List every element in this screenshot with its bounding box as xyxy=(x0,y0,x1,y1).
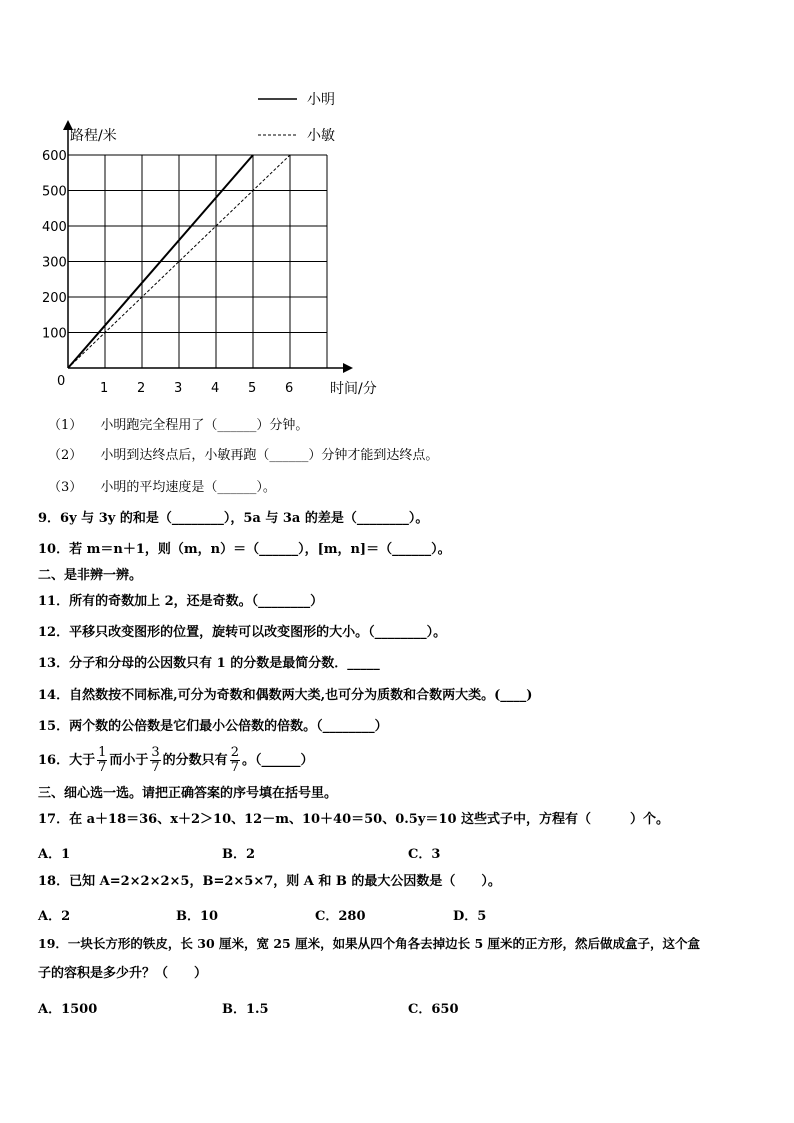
question-16 xyxy=(38,746,313,776)
q16-part-b: 而小于 xyxy=(109,753,149,768)
x-tick-label: 3 xyxy=(174,381,183,396)
q16-part-d: 。（______） xyxy=(241,753,314,768)
numerator: 1 xyxy=(98,745,107,760)
q18-option-b: B．10 xyxy=(176,909,219,924)
question-text: 小明跑完全程用了（______）分钟。 xyxy=(100,418,309,433)
question-10: 10．若 m＝n＋1，则（m，n）＝（______），[m，n]＝（______）。 xyxy=(38,542,451,557)
x-axis-arrow xyxy=(343,363,353,373)
distance-time-chart xyxy=(0,0,794,400)
question-11: 11．所有的奇数加上 2，还是奇数。（________） xyxy=(38,594,324,609)
question-text: 小明到达终点后，小敏再跑（______）分钟才能到达终点。 xyxy=(100,448,439,463)
y-tick-label: 200 xyxy=(42,291,67,306)
section-2-heading: 二、是非辨一辨。 xyxy=(38,568,143,583)
y-tick-label: 100 xyxy=(42,326,67,342)
question-13: 13．分子和分母的公因数只有 1 的分数是最简分数．_____ xyxy=(38,656,380,671)
x-tick-label: 4 xyxy=(211,381,220,396)
x-tick-label: 1 xyxy=(100,381,109,396)
y-tick-label: 600 xyxy=(42,149,67,164)
q17-option-b: B．2 xyxy=(222,847,256,862)
chart-legend xyxy=(258,92,335,144)
legend-label: 小明 xyxy=(307,92,335,108)
x-tick-label: 2 xyxy=(137,381,146,396)
q18-option-a: A．2 xyxy=(38,909,71,924)
denominator: 7 xyxy=(230,760,239,775)
fraction-1-7 xyxy=(97,746,107,775)
question-19-line-2: 子的容积是多少升？（ ） xyxy=(38,966,208,981)
q17-option-c: C．3 xyxy=(408,847,441,862)
q19-option-a: A．1500 xyxy=(38,1002,98,1017)
q18-option-d: D．5 xyxy=(453,909,487,924)
question-8-2 xyxy=(48,448,438,464)
section-3-heading: 三、细心选一选。请把正确答案的序号填在括号里。 xyxy=(38,786,338,801)
y-tick-label: 500 xyxy=(42,184,67,200)
question-14: 14．自然数按不同标准,可分为奇数和偶数两大类,也可分为质数和合数两大类。(____) xyxy=(38,688,533,703)
y-axis-label: 路程/米 xyxy=(70,128,117,144)
x-axis-label: 时间/分 xyxy=(330,381,377,397)
q16-part-c: 的分数只有 xyxy=(162,753,228,768)
question-18: 18．已知 A=2×2×2×5，B=2×5×7，则 A 和 B 的最大公因数是（ ）。 xyxy=(38,874,501,889)
denominator: 7 xyxy=(98,760,107,775)
question-8-3 xyxy=(48,480,276,496)
question-8-1 xyxy=(48,418,308,434)
x-tick-label: 6 xyxy=(285,381,294,396)
chart-ticks xyxy=(42,149,293,396)
q18-option-c: C．280 xyxy=(315,909,366,924)
question-text: 小明的平均速度是（______）。 xyxy=(100,480,276,495)
question-number: （1） xyxy=(48,418,83,433)
denominator: 7 xyxy=(151,760,160,775)
fraction-2-7 xyxy=(230,746,240,775)
x-tick-label: 5 xyxy=(248,381,257,396)
q19-option-b: B．1.5 xyxy=(222,1002,269,1017)
question-15: 15．两个数的公倍数是它们最小公倍数的倍数。（________） xyxy=(38,719,388,734)
fraction-3-7 xyxy=(150,746,160,775)
y-tick-label: 400 xyxy=(42,220,67,235)
q17-option-a: A．1 xyxy=(38,847,71,862)
numerator: 2 xyxy=(230,745,239,760)
question-12: 12．平移只改变图形的位置，旋转可以改变图形的大小。（________）。 xyxy=(38,625,447,640)
y-tick-label: 300 xyxy=(42,255,67,271)
chart-grid xyxy=(68,155,327,368)
question-number: （2） xyxy=(48,448,83,463)
question-number: （3） xyxy=(48,480,83,495)
chart-axes xyxy=(63,120,353,373)
q19-option-c: C．650 xyxy=(408,1002,459,1017)
question-9: 9．6y 与 3y 的和是（________），5a 与 3a 的差是（________）。 xyxy=(38,511,429,526)
origin-label: 0 xyxy=(57,374,66,389)
question-19-line-1: 19．一块长方形的铁皮，长 30 厘米，宽 25 厘米，如果从四个角各去掉边长 5 厘米的正方形，然后做成盒子，这个盒 xyxy=(38,936,700,951)
q16-part-a: 16．大于 xyxy=(38,753,96,768)
question-17: 17．在 a＋18＝36、x＋2＞10、12－m、10＋40＝50、0.5y＝10 这些式子中，方程有（ ）个。 xyxy=(38,812,670,827)
legend-label: 小敏 xyxy=(307,128,335,144)
numerator: 3 xyxy=(151,745,160,760)
